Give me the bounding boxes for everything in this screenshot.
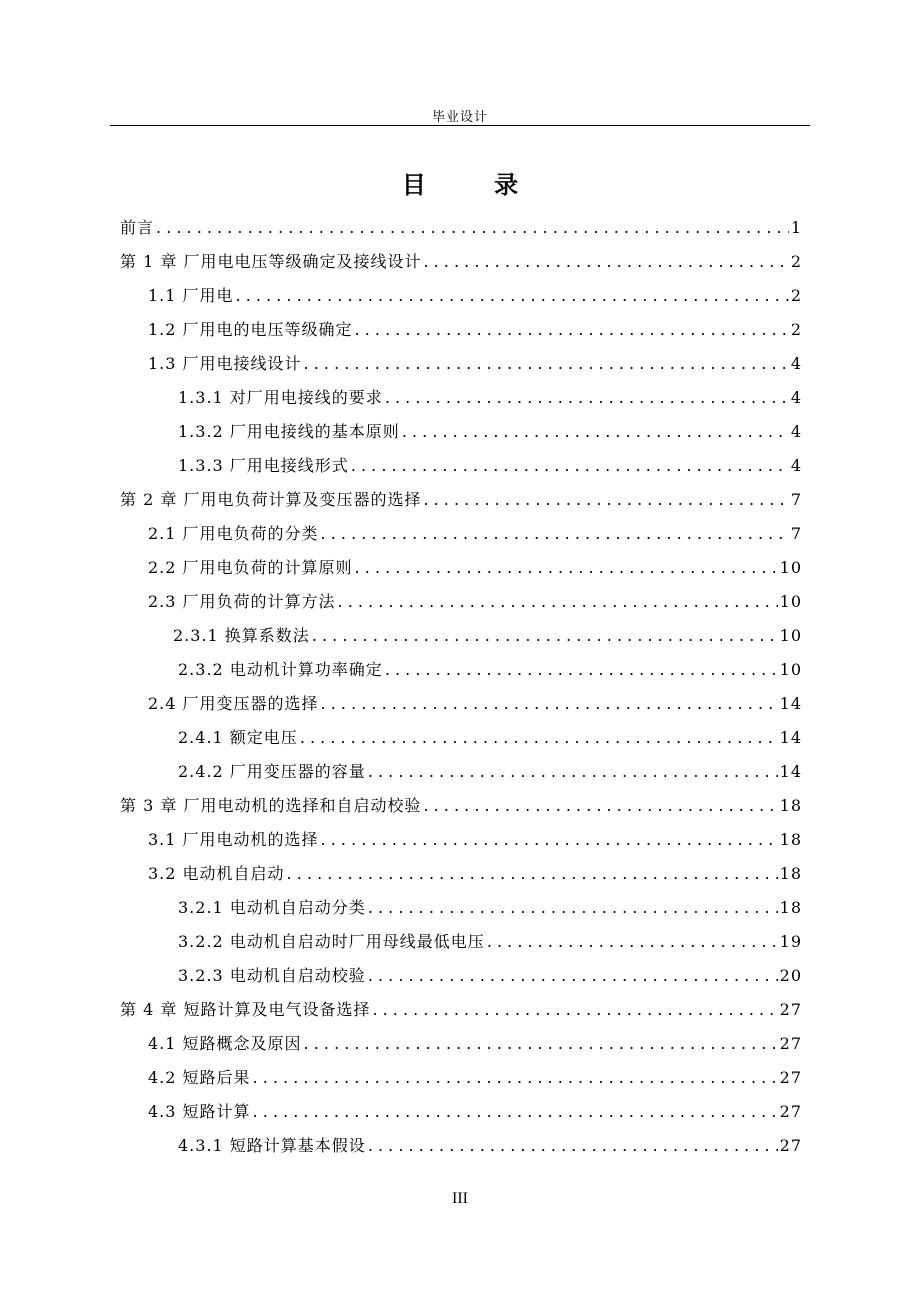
toc-entry-page: 1 — [790, 218, 802, 237]
toc-entry-title: 1.3 厂用电接线设计 — [148, 354, 302, 373]
toc-entry-page: 27 — [779, 1034, 802, 1053]
toc-entry[interactable] — [120, 381, 802, 415]
toc-entry-title: 1.3.2 厂用电接线的基本原则 — [178, 422, 400, 441]
dot-leader — [304, 1027, 778, 1061]
dot-leader — [338, 585, 778, 619]
toc-entry-title: 3.2.2 电动机自启动时厂用母线最低电压 — [178, 932, 485, 951]
table-of-contents — [120, 211, 802, 1163]
toc-entry-title: 1.3.1 对厂用电接线的要求 — [178, 388, 383, 407]
toc-entry[interactable] — [120, 347, 802, 381]
toc-entry-page: 14 — [779, 694, 802, 713]
toc-entry[interactable] — [120, 279, 802, 313]
header-rule — [110, 125, 810, 126]
toc-entry[interactable] — [120, 619, 802, 653]
toc-entry-title: 3.2 电动机自启动 — [148, 864, 285, 883]
toc-entry-page: 18 — [779, 796, 802, 815]
dot-leader — [368, 1129, 778, 1163]
toc-entry[interactable] — [120, 687, 802, 721]
toc-entry[interactable] — [120, 551, 802, 585]
dot-leader — [300, 721, 778, 755]
toc-entry-title: 2.4.1 额定电压 — [178, 728, 298, 747]
running-header: 毕业设计 — [431, 110, 488, 125]
toc-entry-page: 2 — [790, 286, 802, 305]
dot-leader — [368, 891, 778, 925]
toc-entry-title: 2.3.2 电动机计算功率确定 — [178, 660, 383, 679]
toc-entry[interactable] — [120, 517, 802, 551]
toc-entry[interactable] — [120, 925, 802, 959]
toc-entry-page: 10 — [779, 626, 802, 645]
toc-entry-page: 20 — [779, 966, 802, 985]
toc-entry[interactable] — [120, 415, 802, 449]
toc-entry-title: 2.1 厂用电负荷的分类 — [148, 524, 319, 543]
toc-entry[interactable] — [120, 1129, 802, 1163]
toc-entry-title: 3.2.1 电动机自启动分类 — [178, 898, 366, 917]
toc-entry[interactable] — [120, 755, 802, 789]
toc-entry[interactable] — [120, 245, 802, 279]
toc-entry[interactable] — [120, 1061, 802, 1095]
toc-entry[interactable] — [120, 721, 802, 755]
toc-entry-page: 10 — [779, 660, 802, 679]
toc-entry-title: 第 1 章 厂用电电压等级确定及接线设计 — [120, 252, 422, 271]
toc-entry-title: 2.2 厂用电负荷的计算原则 — [148, 558, 353, 577]
toc-entry[interactable] — [120, 891, 802, 925]
toc-entry[interactable] — [120, 313, 802, 347]
toc-entry-title: 2.3.1 换算系数法 — [173, 626, 310, 645]
toc-entry-title: 第 3 章 厂用电动机的选择和自启动校验 — [120, 796, 422, 815]
toc-entry-page: 4 — [790, 354, 802, 373]
toc-entry-page: 27 — [779, 1000, 802, 1019]
toc-entry-page: 4 — [790, 388, 802, 407]
toc-entry-title: 4.3 短路计算 — [148, 1102, 251, 1121]
toc-entry-title: 4.1 短路概念及原因 — [148, 1034, 302, 1053]
toc-entry[interactable] — [120, 653, 802, 687]
dot-leader — [355, 313, 789, 347]
toc-entry-title: 第 2 章 厂用电负荷计算及变压器的选择 — [120, 490, 422, 509]
dot-leader — [423, 789, 777, 823]
dot-leader — [156, 211, 789, 245]
toc-entry-title: 1.2 厂用电的电压等级确定 — [148, 320, 353, 339]
toc-entry[interactable] — [120, 449, 802, 483]
toc-entry-page: 10 — [779, 558, 802, 577]
toc-entry-page: 10 — [779, 592, 802, 611]
dot-leader — [304, 347, 789, 381]
toc-entry-title: 1.3.3 厂用电接线形式 — [178, 456, 349, 475]
dot-leader — [287, 857, 778, 891]
toc-entry[interactable] — [120, 993, 802, 1027]
dot-leader — [423, 245, 788, 279]
toc-title: 目 录 — [401, 170, 549, 199]
dot-leader — [236, 279, 789, 313]
dot-leader — [487, 925, 778, 959]
dot-leader — [372, 993, 777, 1027]
dot-leader — [351, 449, 789, 483]
dot-leader — [355, 551, 778, 585]
toc-entry[interactable] — [120, 959, 802, 993]
toc-entry-page: 18 — [779, 830, 802, 849]
toc-entry[interactable] — [120, 857, 802, 891]
toc-entry-title: 3.2.3 电动机自启动校验 — [178, 966, 366, 985]
toc-entry-page: 2 — [790, 252, 802, 271]
toc-entry-title: 第 4 章 短路计算及电气设备选择 — [120, 1000, 371, 1019]
dot-leader — [423, 483, 788, 517]
toc-entry-title: 1.1 厂用电 — [148, 286, 234, 305]
toc-entry[interactable] — [120, 1095, 802, 1129]
dot-leader — [253, 1095, 778, 1129]
toc-entry-title: 4.2 短路后果 — [148, 1068, 251, 1087]
dot-leader — [253, 1061, 778, 1095]
dot-leader — [402, 415, 789, 449]
toc-entry-title: 前言 — [120, 218, 155, 237]
toc-entry-page: 19 — [779, 932, 802, 951]
toc-entry[interactable] — [120, 1027, 802, 1061]
toc-entry-title: 2.4 厂用变压器的选择 — [148, 694, 319, 713]
dot-leader — [312, 619, 778, 653]
toc-entry[interactable] — [120, 789, 802, 823]
dot-leader — [321, 687, 778, 721]
dot-leader — [368, 755, 778, 789]
toc-entry-page: 27 — [779, 1102, 802, 1121]
toc-entry[interactable] — [120, 585, 802, 619]
toc-entry-page: 27 — [779, 1068, 802, 1087]
toc-entry-title: 3.1 厂用电动机的选择 — [148, 830, 319, 849]
toc-entry[interactable] — [120, 211, 802, 245]
toc-entry[interactable] — [120, 483, 802, 517]
dot-leader — [368, 959, 778, 993]
toc-entry-page: 7 — [790, 490, 802, 509]
dot-leader — [321, 517, 789, 551]
dot-leader — [321, 823, 778, 857]
dot-leader — [385, 381, 789, 415]
dot-leader — [385, 653, 778, 687]
toc-entry-page: 27 — [779, 1136, 802, 1155]
toc-entry-page: 14 — [779, 762, 802, 781]
toc-entry-page: 18 — [779, 898, 802, 917]
toc-entry-title: 2.3 厂用负荷的计算方法 — [148, 592, 336, 611]
toc-entry-page: 4 — [790, 456, 802, 475]
toc-entry-title: 2.4.2 厂用变压器的容量 — [178, 762, 366, 781]
toc-entry-page: 4 — [790, 422, 802, 441]
toc-entry-title: 4.3.1 短路计算基本假设 — [178, 1136, 366, 1155]
toc-entry-page: 7 — [790, 524, 802, 543]
page-number: III — [452, 1190, 468, 1207]
toc-entry-page: 14 — [779, 728, 802, 747]
toc-entry[interactable] — [120, 823, 802, 857]
toc-entry-page: 2 — [790, 320, 802, 339]
toc-entry-page: 18 — [779, 864, 802, 883]
